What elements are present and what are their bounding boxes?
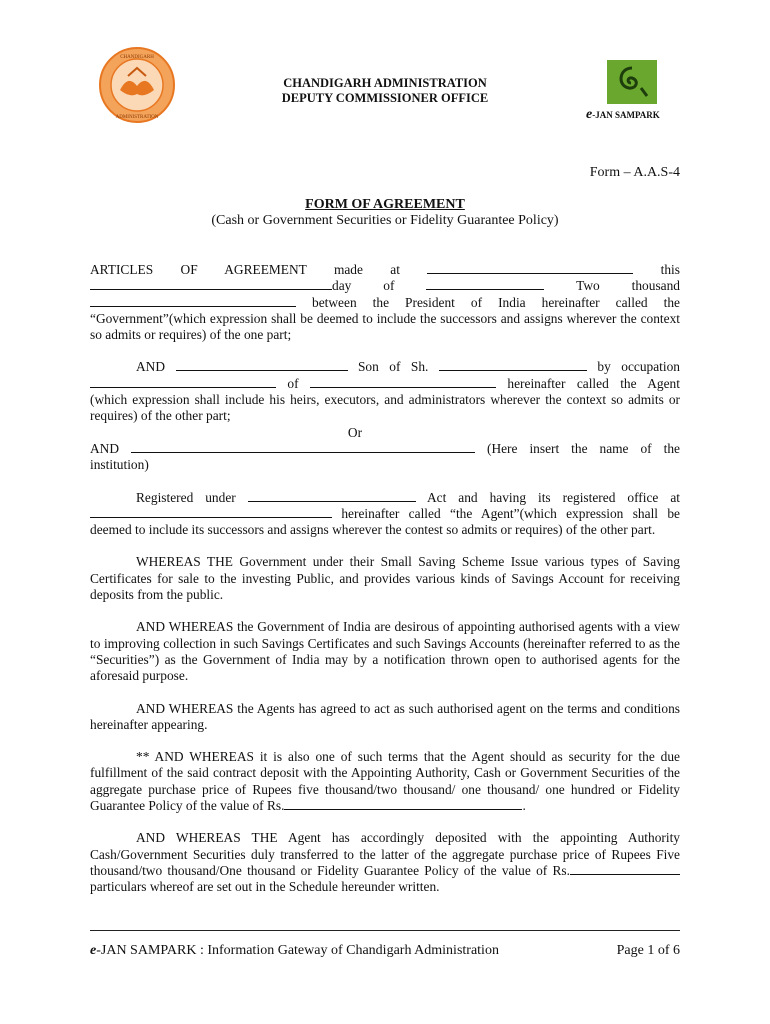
date-blank[interactable] bbox=[90, 278, 332, 290]
chandigarh-administration-seal bbox=[98, 46, 176, 124]
registered-paragraph: Registered under Act and having its registered office at hereinafter called “the Agent”(which expression shall be deemed to include its successors and assigns wherever the contest so admits or requires) of the other part. bbox=[90, 489, 680, 538]
occupation-blank[interactable] bbox=[90, 376, 276, 388]
whereas-paragraph-3: AND WHEREAS the Agents has agreed to act as such authorised agent on the terms and conditions hereinafter appearing. bbox=[90, 700, 680, 732]
e-jan-sampark-logo bbox=[607, 60, 657, 104]
place-blank[interactable] bbox=[427, 262, 633, 274]
whereas-paragraph-5: AND WHEREAS THE Agent has accordingly deposited with the appointing Authority Cash/Government Securities duly transferred to the latter of the aggregate purchase price of Rupees Five thousand/two thousand/One thousand or Fidelity Guarantee Policy of the value of Rs. particulars whereof are set out in the Schedule hereunder written. bbox=[90, 830, 680, 895]
address-blank[interactable] bbox=[310, 376, 496, 388]
policy-value-blank[interactable] bbox=[284, 798, 522, 810]
month-blank[interactable] bbox=[426, 278, 544, 290]
office-blank[interactable] bbox=[90, 506, 332, 518]
footer-divider bbox=[90, 930, 680, 931]
org-line-2: DEPUTY COMMISSIONER OFFICE bbox=[281, 91, 489, 105]
e-jan-sampark-label: e-JAN SAMPARK bbox=[586, 107, 660, 122]
page-footer bbox=[90, 943, 680, 959]
agent-paragraph: AND Son of Sh. by occupation of hereinafter called the Agent (which expression shall include his heirs, executors, and administrators wherever the context so admits or requires) of the other part; Or AND (Here insert the name of the institution) bbox=[90, 359, 680, 473]
articles-paragraph: ARTICLES OF AGREEMENT made at this day of Two thousand between the President of India hereinafter called the “Government”(which expression shall be deemed to include the successors and assigns wherever the context so admits or requires) of the one part; bbox=[90, 262, 680, 343]
deposit-value-blank[interactable] bbox=[570, 863, 680, 875]
father-name-blank[interactable] bbox=[439, 359, 587, 371]
form-number: Form – A.A.S-4 bbox=[589, 165, 680, 180]
whereas-paragraph-2: AND WHEREAS the Government of India are desirous of appointing authorised agents with a view to improving collection in such Savings Certificates and such Savings Accounts (hereinafter referred to as the “Securities”) as the Government of India may by a notification thrown open to authorised agents for the aforesaid purpose. bbox=[90, 619, 680, 684]
whereas-paragraph-1: WHEREAS THE Government under their Small Saving Scheme Issue various types of Saving Certificates for sale to the investing Public, and provides various kinds of Savings Account for receiving deposits from the public. bbox=[90, 554, 680, 603]
institution-blank[interactable] bbox=[131, 441, 475, 453]
government-clause: “Government”(which expression shall be deemed to include the successors and assigns wherever the context so admits or requires) of the one part; bbox=[90, 310, 680, 343]
org-line-1: CHANDIGARH ADMINISTRATION bbox=[283, 76, 487, 90]
agreement-body bbox=[90, 262, 680, 912]
document-subtitle: (Cash or Government Securities or Fidelity Guarantee Policy) bbox=[211, 213, 559, 228]
or-separator: Or bbox=[347, 424, 363, 440]
footer-brand: e-JAN SAMPARK : Information Gateway of Chandigarh Administration bbox=[90, 943, 499, 958]
whereas-paragraph-4: ** AND WHEREAS it is also one of such terms that the Agent should as security for the due fulfillment of the said contract deposit with the Appointing Authority, Cash or Government Securities of the aggregate purchase price of Rupees five thousand/two thousand/ one thousand/ one hundred or Fidelity Guarantee Policy of the value of Rs. . bbox=[90, 749, 680, 814]
document-title: FORM OF AGREEMENT bbox=[305, 197, 465, 212]
agent-name-blank[interactable] bbox=[176, 359, 348, 371]
act-blank[interactable] bbox=[248, 490, 416, 502]
header-organization bbox=[260, 76, 510, 106]
svg-text:CHANDIGARH: CHANDIGARH bbox=[120, 55, 154, 60]
year-blank[interactable] bbox=[90, 295, 296, 307]
svg-text:ADMINISTRATION: ADMINISTRATION bbox=[115, 115, 159, 120]
page-number: Page 1 of 6 bbox=[616, 943, 680, 958]
